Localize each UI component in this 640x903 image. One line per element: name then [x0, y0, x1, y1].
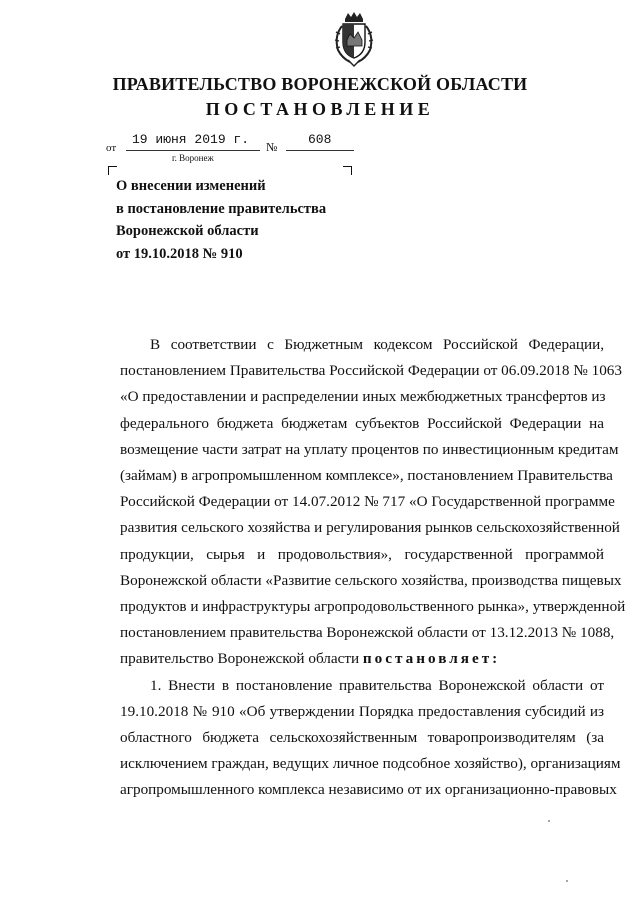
body-line: возмещение части затрат на уплату процентов по инвестиционным кредитам [120, 440, 619, 458]
body-line: исключением граждан, ведущих личное подсобное хозяйство), организациям [120, 755, 621, 773]
body-line: 19.10.2018 № 910 «Об утверждении Порядка предоставления субсидий из [120, 702, 604, 720]
government-title: ПРАВИТЕЛЬСТВО ВОРОНЕЖСКОЙ ОБЛАСТИ [112, 74, 528, 94]
subject-line: О внесении изменений [116, 178, 266, 194]
document-type: ПОСТАНОВЛЕНИЕ [205, 99, 435, 119]
subject-line: от 19.10.2018 № 910 [116, 245, 243, 262]
subject-line: Воронежской области [116, 223, 259, 239]
body-line: федерального бюджета бюджетам субъектов Российской Федерации на [120, 414, 604, 432]
body-line: (займам) в агропромышленном комплексе», постановлением Правительства [120, 467, 613, 485]
body-line: продуктов и инфраструктуры агропродовольственного рынка», утвержденной [120, 598, 626, 616]
body-line: постановлением Правительства Российской Федерации от 06.09.2018 № 1063 [120, 362, 622, 380]
body-line [120, 646, 604, 672]
body-line: развития сельского хозяйства и регулирования рынков сельскохозяйственной [120, 519, 620, 537]
body-line: В соответствии с Бюджетным кодексом Российской Федерации, [150, 336, 604, 353]
scan-speck [548, 820, 550, 822]
scan-speck [566, 880, 568, 882]
number-underline [286, 150, 354, 151]
subject-corner-left [108, 166, 117, 175]
date-prefix: от [106, 142, 117, 154]
date-underline [126, 150, 260, 151]
coat-of-arms-icon [328, 10, 380, 68]
document-number: 608 [308, 132, 332, 147]
resolution-prefix: правительство Воронежской области [120, 650, 363, 668]
body-line: постановлением правительства Воронежской области от 13.12.2013 № 1088, [120, 624, 615, 642]
body-line: продукции, сырья и продовольствия», государственной программой [120, 545, 604, 563]
body-line: агропромышленного комплекса независимо от их организационно-правовых [120, 781, 617, 799]
city-label: г. Воронеж [172, 153, 214, 163]
document-meta [0, 132, 640, 172]
body-line: «О предоставлении и распределении иных межбюджетных трансфертов из [120, 388, 606, 406]
document-subject [116, 175, 376, 265]
body-line: областного бюджета сельскохозяйственным товаропроизводителям (за [120, 729, 604, 747]
subject-line: в постановление правительства [116, 200, 327, 217]
resolution-keyword: постановляет: [362, 650, 501, 668]
number-prefix: № [266, 140, 278, 154]
document-date: 19 июня 2019 г. [132, 132, 250, 147]
subject-corner-right [343, 166, 352, 175]
body-line: Российской Федерации от 14.07.2012 № 717 «О Государственной программе [120, 493, 615, 511]
body-line: 1. Внести в постановление правительства Воронежской области от [150, 676, 604, 694]
document-body [120, 332, 626, 804]
body-line: Воронежской области «Развитие сельского хозяйства, производства пищевых [120, 571, 622, 589]
